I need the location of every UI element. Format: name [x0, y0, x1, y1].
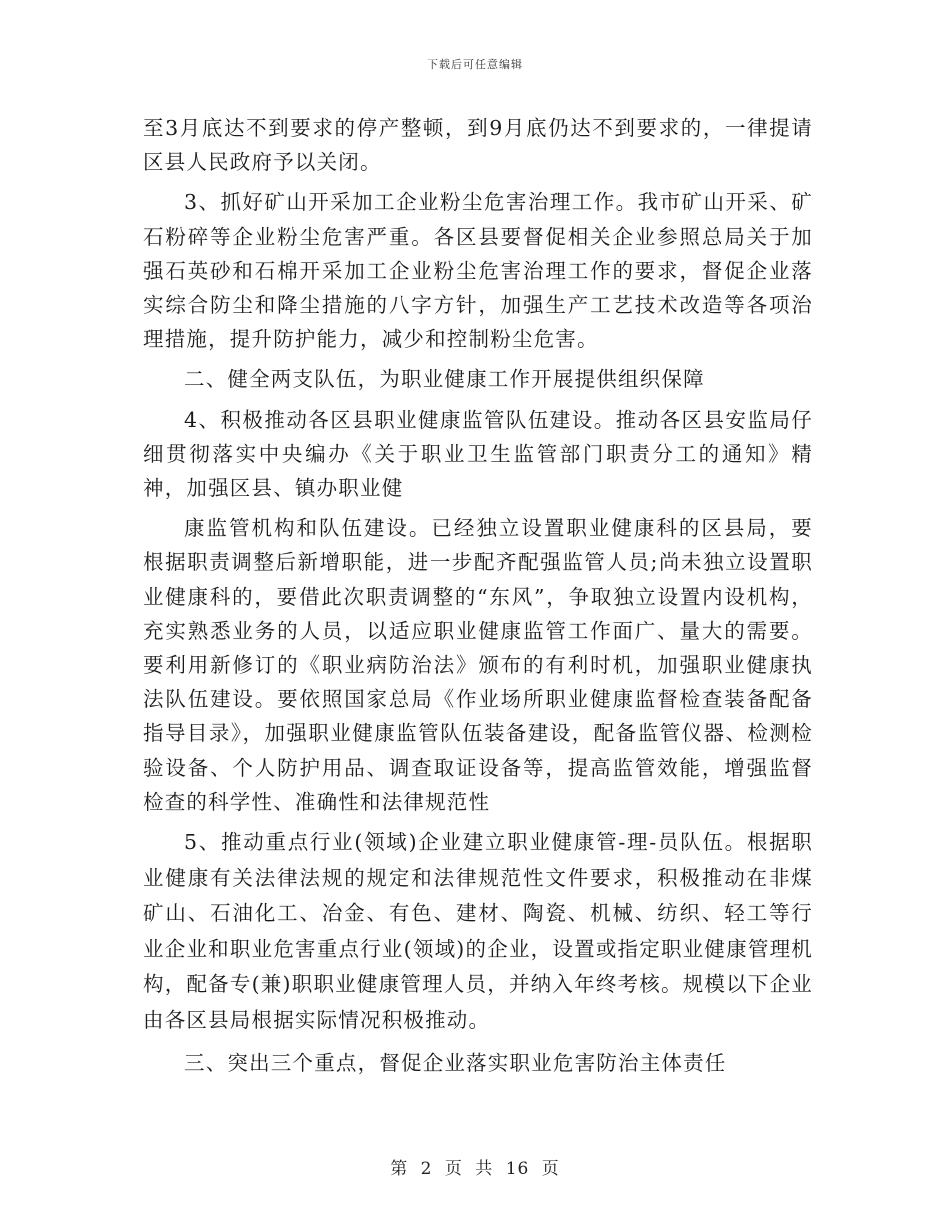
paragraph-item-4-continued: 康监管机构和队伍建设。已经独立设置职业健康科的区县局，要根据职责调整后新增职能，进一步配齐配强监管人员;尚未独立设置职业健康科的，要借此次职责调整的“东风”，争取独立设置内设机构，充实熟悉业务的人员，以适应职业健康监管工作面广、量大的需要。要利用新修订的《职业病防治法》颁布的有利时机，加强职业健康执法队伍建设。要依照国家总局《作业场所职业健康监督检查装备配备指导目录》，加强职业健康监管队伍装备建设，配备监管仪器、检测检验设备、个人防护用品、调查取证设备等，提高监管效能，增强监督检查的科学性、准确性和法律规范性 [143, 516, 813, 814]
paragraph-continuation: 至3月底达不到要求的停产整顿，到9月底仍达不到要求的，一律提请区县人民政府予以关闭。 [143, 116, 813, 175]
paragraph-item-3: 3、抓好矿山开采加工企业粉尘危害治理工作。我市矿山开采、矿石粉碎等企业粉尘危害严重。各区县要督促相关企业参照总局关于加强石英砂和石棉开采加工企业粉尘危害治理工作的要求，督促企业落实综合防尘和降尘措施的八字方针，加强生产工艺技术改造等各项治理措施，提升防护能力，减少和控制粉尘危害。 [143, 190, 813, 352]
section-heading-3: 三、突出三个重点，督促企业落实职业危害防治主体责任 [184, 1051, 727, 1076]
document-body [143, 111, 813, 1080]
paragraph-item-4: 4、积极推动各区县职业健康监管队伍建设。推动各区县安监局仔细贯彻落实中央编办《关于职业卫生监管部门职责分工的通知》精神，加强区县、镇办职业健 [143, 407, 813, 501]
page-header-watermark: 下载后可任意编辑 [427, 58, 523, 71]
page-number-footer: 第 2 页 共 16 页 [390, 1159, 560, 1179]
paragraph-item-5: 5、推动重点行业(领域)企业建立职业健康管-理-员队伍。根据职业健康有关法律法规的规定和法律规范性文件要求，积极推动在非煤矿山、石油化工、冶金、有色、建材、陶瓷、机械、纺织、轻工等行业企业和职业危害重点行业(领域)的企业，设置或指定职业健康管理机构，配备专(兼)职职业健康管理人员，并纳入年终考核。规模以下企业由各区县局根据实际情况积极推动。 [143, 830, 813, 1032]
section-heading-2: 二、健全两支队伍，为职业健康工作开展提供组织保障 [184, 367, 705, 392]
